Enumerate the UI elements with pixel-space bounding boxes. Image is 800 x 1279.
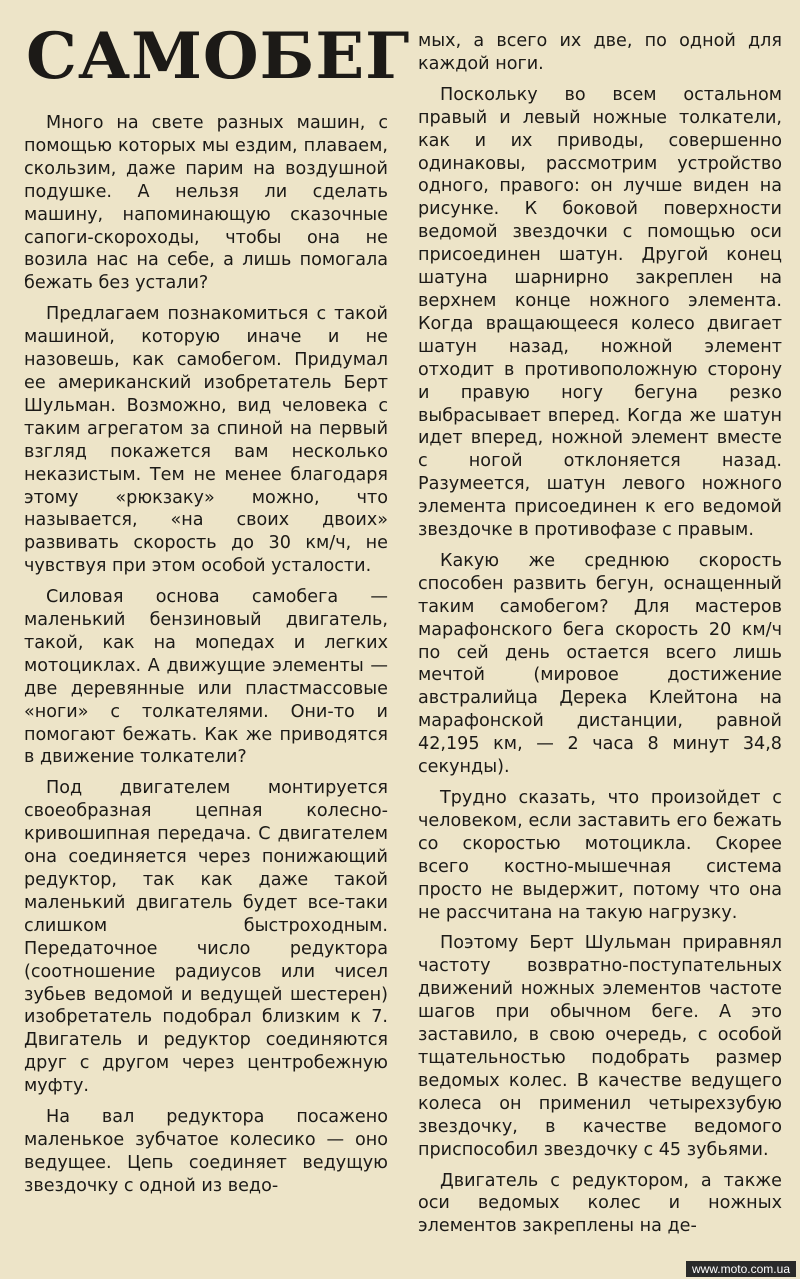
left-column (24, 112, 388, 1206)
paragraph: Поэтому Берт Шульман приравнял частоту возвратно-поступательных движений ножных элементов частоте шагов при обычном беге. А это заставило, в свою очередь, с особой тщательностью подобрать размер ведомых колес. В качестве ведущего колеса он применил четырехзубую звездочку, в качестве ведомого приспособил звездочку с 45 зубьями. (418, 933, 782, 1160)
paragraph-continued: мых, а всего их две, по одной для каждой ноги. (418, 31, 782, 74)
paragraph: Предлагаем познакомиться с такой машиной, которую иначе и не назовешь, как самобегом. Придумал ее американский изобретатель Берт Шульман. Возможно, вид человека с таким агрегатом за спиной на первый взгляд покажется вам несколько неказистым. Тем не менее благодаря этому «рюкзаку» можно, что называется, «на своих двоих» развивать скорость до 30 км/ч, не чувствуя при этом особой усталости. (24, 304, 388, 577)
right-column (418, 30, 782, 1246)
paragraph: Поскольку во всем остальном правый и левый ножные толкатели, как и их приводы, совершенно одинаковы, рассмотрим устройство одного, правого: он лучше виден на рисунке. К боковой поверхности ведомой звездочки с помощью оси присоединен шатун. Другой конец шатуна шарнирно закреплен на верхнем конце ножного элемента. Когда вращающееся колесо двигает шатун назад, ножной элемент отходит в противоположную сторону и правую ногу бегуна резко выбрасывает вперед. Когда же шатун идет вперед, ножной элемент вместе с ногой отклоняется назад. Разумеется, шатун левого ножного элемента присоединен к его ведомой звездочке в противофазе с правым. (418, 84, 782, 541)
paragraph: Трудно сказать, что произойдет с человеком, если заставить его бежать со скоростью мотоцикла. Скорее всего костно-мышечная система просто не выдержит, потому что она не рассчитана на такую нагрузку. (418, 788, 782, 923)
paragraph: Двигатель с редуктором, а также оси ведомых колес и ножных элементов закреплены на де- (418, 1170, 782, 1237)
paragraph: Под двигателем монтируется своеобразная цепная колесно-кривошипная передача. С двигателем она соединяется через понижающий редуктор, так как даже такой маленький двигатель будет все-таки слишком быстроходным. Передаточное число редуктора (соотношение радиусов или чисел зубьев ведомой и ведущей шестерен) изобретатель подобрал близким к 7. Двигатель и редуктор соединяются друг с другом через центробежную муфту. (24, 778, 388, 1097)
article-title: САМОБЕГ (26, 19, 411, 94)
paragraph: Много на свете разных машин, с помощью которых мы ездим, плаваем, скользим, даже парим на воздушной подушке. А нельзя ли сделать машину, напоминающую сказочные сапоги-скороходы, чтобы она не возила нас на себе, а лишь помогала бежать без устали? (24, 113, 388, 294)
paragraph: Какую же среднюю скорость способен развить бегун, оснащенный таким самобегом? Для мастеров марафонского бега скорость 20 км/ч по сей день остается всего лишь мечтой (мировое достижение австралийца Дерека Клейтона на марафонской дистанции, равной 42,195 км, — 2 часа 8 минут 34,8 секунды). (418, 550, 782, 778)
paragraph: Силовая основа самобега — маленький бензиновый двигатель, такой, как на мопедах и легких мотоциклах. А движущие элементы — две деревянные или пластмассовые «ноги» с толкателями. Они-то и помогают бежать. Как же приводятся в движение толкатели? (24, 587, 388, 768)
watermark: www.moto.com.ua (686, 1261, 796, 1277)
paragraph: На вал редуктора посажено маленькое зубчатое колесико — оно ведущее. Цепь соединяет ведущую звездочку с одной из ведо- (24, 1107, 388, 1196)
